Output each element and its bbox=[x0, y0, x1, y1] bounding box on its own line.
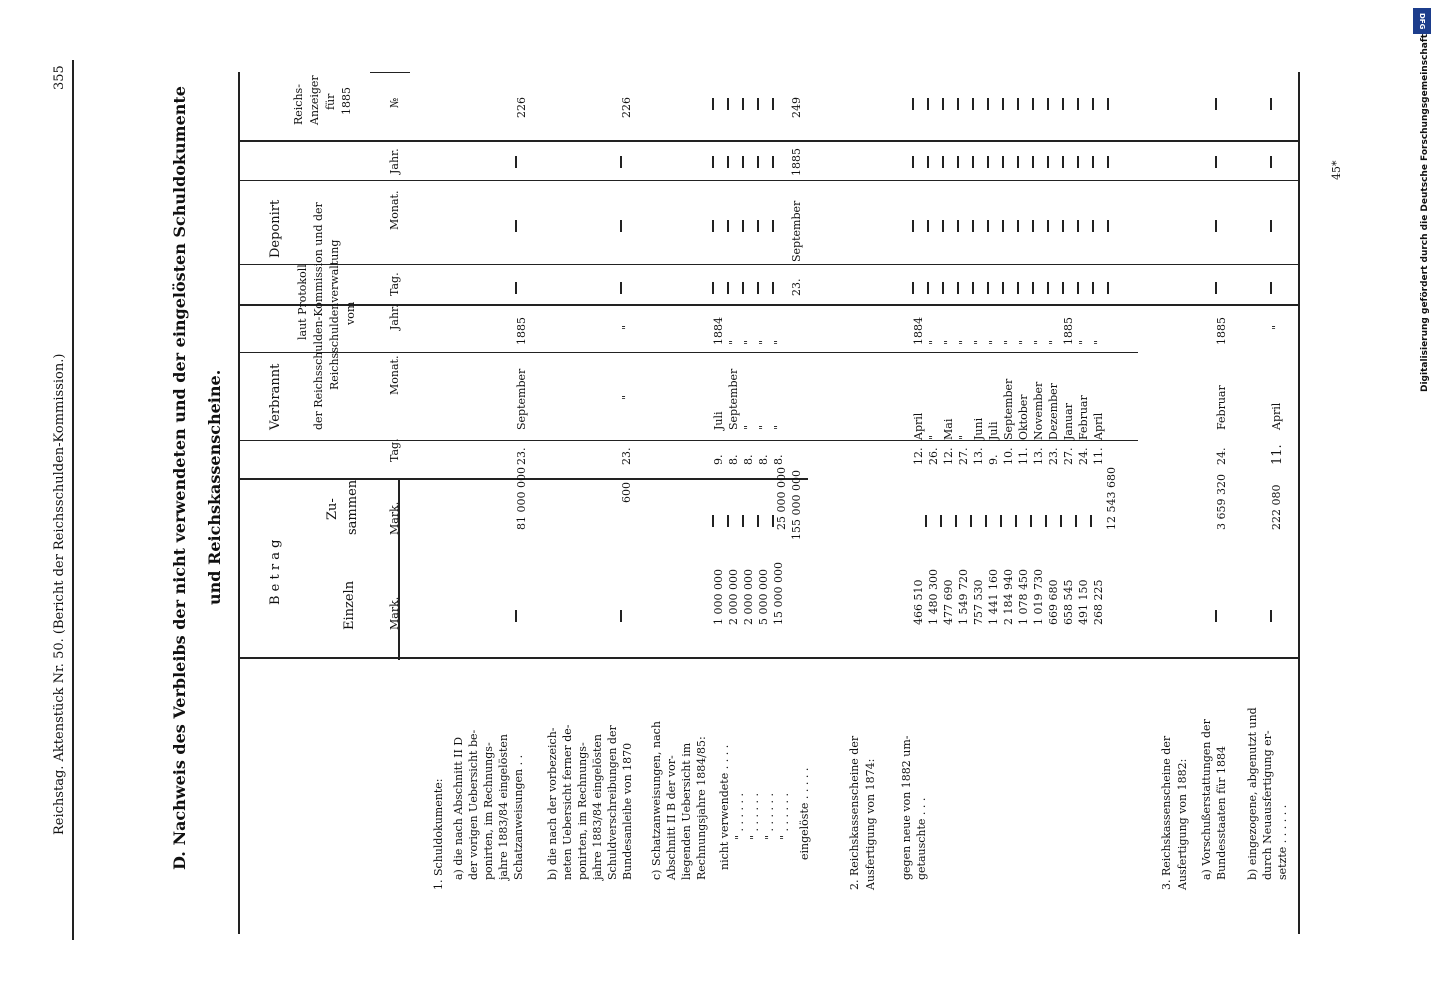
sec3a-text: Bundesstaaten für 1884 bbox=[1215, 745, 1228, 880]
col-verbrannt: Verbrannt bbox=[268, 363, 283, 430]
zusammen-value: 222 080 bbox=[1270, 484, 1283, 530]
verbrannt-tag: 24. bbox=[1215, 447, 1228, 465]
empty-cell-dash bbox=[757, 515, 759, 527]
anzeiger-nr: 226 bbox=[620, 97, 633, 118]
verbrannt-monat: Februar bbox=[1215, 385, 1228, 430]
digitization-note: Digitalisierung gefördert durch die Deutsche Forschungsgemeinschaft bbox=[1420, 33, 1430, 392]
empty-cell-dash bbox=[912, 282, 914, 294]
ditto-row: " . . . . . . bbox=[733, 792, 746, 840]
empty-cell-dash bbox=[772, 282, 774, 294]
empty-cell-dash bbox=[742, 282, 744, 294]
einzeln-value: 1 441 160 bbox=[987, 569, 1000, 625]
empty-cell-dash bbox=[1215, 98, 1217, 110]
empty-cell-dash bbox=[972, 156, 974, 168]
einzeln-value: 1 549 720 bbox=[957, 569, 970, 625]
verbrannt-monat: April bbox=[1092, 412, 1105, 440]
empty-cell-dash bbox=[712, 282, 714, 294]
verbrannt-jahr: " bbox=[957, 339, 970, 345]
col-mark-1: Mark. bbox=[388, 596, 401, 630]
verbrannt-monat: " bbox=[772, 424, 785, 430]
empty-cell-dash bbox=[1032, 220, 1034, 232]
empty-cell-dash bbox=[1077, 156, 1079, 168]
col-protokoll-3: Reichsschuldenverwaltung bbox=[328, 239, 341, 390]
empty-cell-dash bbox=[987, 156, 989, 168]
sec2-text: getauschte . . . bbox=[915, 797, 928, 880]
verbrannt-monat: April bbox=[1270, 402, 1283, 430]
verbrannt-jahr: " bbox=[620, 324, 633, 330]
col-jahr-1: Jahr. bbox=[388, 304, 401, 330]
empty-cell-dash bbox=[987, 98, 989, 110]
empty-cell-dash bbox=[772, 220, 774, 232]
dep-monat-rule bbox=[238, 180, 1298, 181]
zusammen-value: 3 659 320 bbox=[1215, 474, 1228, 530]
empty-cell-dash bbox=[1270, 220, 1272, 232]
empty-cell-dash bbox=[1047, 156, 1049, 168]
verbrannt-jahr: 1884 bbox=[712, 317, 725, 345]
subheader-rule bbox=[370, 72, 410, 73]
sec1b-text: Bundesanleihe von 1870 bbox=[621, 742, 634, 880]
verbrannt-jahr: " bbox=[1002, 339, 1015, 345]
verbrannt-jahr: " bbox=[742, 339, 755, 345]
verbrannt-monat: Oktober bbox=[1017, 394, 1030, 440]
verbrannt-monat: September bbox=[1002, 378, 1015, 440]
empty-cell-dash bbox=[957, 282, 959, 294]
verbrannt-tag: 8. bbox=[772, 454, 785, 465]
verbrannt-monat: Juni bbox=[972, 417, 985, 440]
empty-cell-dash bbox=[1077, 220, 1079, 232]
verbrannt-jahr: " bbox=[987, 339, 1000, 345]
empty-cell-dash bbox=[1107, 156, 1109, 168]
empty-cell-dash bbox=[1092, 98, 1094, 110]
verbrannt-jahr: " bbox=[727, 339, 740, 345]
tag-rule bbox=[238, 440, 1138, 441]
empty-cell-dash bbox=[742, 156, 744, 168]
einzeln-value: 5 000 000 bbox=[757, 569, 770, 625]
verbrannt-monat: Juli bbox=[987, 421, 1000, 440]
empty-cell-dash bbox=[927, 98, 929, 110]
deponirt-jahr: 1885 bbox=[790, 148, 803, 176]
verbrannt-jahr: " bbox=[772, 339, 785, 345]
verbrannt-monat: Dezember bbox=[1047, 383, 1060, 440]
monat-rule bbox=[238, 352, 1138, 353]
verbrannt-tag: 8. bbox=[727, 454, 740, 465]
empty-cell-dash bbox=[1092, 156, 1094, 168]
deponirt-tag: 23. bbox=[790, 278, 803, 296]
sec1c-text: Abschnitt II B der vor- bbox=[665, 755, 678, 880]
empty-cell-dash bbox=[712, 98, 714, 110]
verbrannt-tag: 23. bbox=[515, 447, 528, 465]
sec1b-text: Schuldverschreibungen der bbox=[606, 725, 619, 880]
empty-cell-dash bbox=[1000, 515, 1002, 527]
empty-cell-dash bbox=[1017, 220, 1019, 232]
anzeiger-nr: 249 bbox=[790, 97, 803, 118]
table-title-line1: D. Nachweis des Verbleibs der nicht verwendeten und der eingelösten Schuldokumente bbox=[170, 86, 189, 870]
empty-cell-dash bbox=[927, 220, 929, 232]
empty-cell-dash bbox=[620, 282, 622, 294]
einzeln-value: 477 690 bbox=[942, 579, 955, 625]
verbrannt-tag: 9. bbox=[712, 454, 725, 465]
running-header: Reichstag. Aktenstück Nr. 50. (Bericht der Reichsschulden-Kommission.) bbox=[52, 353, 67, 835]
verbrannt-monat: September bbox=[515, 368, 528, 430]
empty-cell-dash bbox=[1270, 610, 1272, 622]
empty-cell-dash bbox=[712, 515, 714, 527]
empty-cell-dash bbox=[1047, 98, 1049, 110]
empty-cell-dash bbox=[515, 282, 517, 294]
col-protokoll-4: vom bbox=[344, 301, 357, 325]
empty-cell-dash bbox=[942, 282, 944, 294]
empty-cell-dash bbox=[1002, 220, 1004, 232]
empty-cell-dash bbox=[957, 98, 959, 110]
empty-cell-dash bbox=[927, 282, 929, 294]
verbrannt-monat: " bbox=[927, 434, 940, 440]
verbrannt-jahr: " bbox=[1077, 339, 1090, 345]
verbrannt-jahr: 1885 bbox=[515, 317, 528, 345]
bottom-mark: 45* bbox=[1330, 160, 1343, 180]
col-zusammen-2: sammen bbox=[345, 479, 360, 535]
sec1b-text: jahre 1883/84 eingelösten bbox=[591, 734, 604, 880]
col-anzeiger-3: für bbox=[324, 93, 337, 110]
dfg-logo: DFG bbox=[1413, 8, 1431, 34]
empty-cell-dash bbox=[1215, 220, 1217, 232]
sec1a-text: der vorigen Uebersicht be- bbox=[467, 729, 480, 880]
empty-cell-dash bbox=[727, 282, 729, 294]
verbrannt-monat: November bbox=[1032, 381, 1045, 440]
einzeln-value: 1 000 000 bbox=[712, 569, 725, 625]
empty-cell-dash bbox=[1215, 610, 1217, 622]
empty-cell-dash bbox=[620, 220, 622, 232]
sec1c-text: c) Schatzanweisungen, nach bbox=[650, 721, 663, 880]
eingeloeste-label: eingelöste . . . . . bbox=[798, 767, 811, 860]
empty-cell-dash bbox=[1077, 282, 1079, 294]
empty-cell-dash bbox=[742, 220, 744, 232]
verbrannt-jahr: " bbox=[1017, 339, 1030, 345]
table-right-border bbox=[1298, 72, 1300, 934]
empty-cell-dash bbox=[1077, 98, 1079, 110]
empty-cell-dash bbox=[1062, 282, 1064, 294]
verbrannt-jahr: " bbox=[972, 339, 985, 345]
empty-cell-dash bbox=[1270, 98, 1272, 110]
empty-cell-dash bbox=[712, 220, 714, 232]
sec1a-text: jahre 1883/84 eingelösten bbox=[497, 734, 510, 880]
einzeln-value: 2 184 940 bbox=[1002, 569, 1015, 625]
empty-cell-dash bbox=[1107, 98, 1109, 110]
empty-cell-dash bbox=[972, 220, 974, 232]
empty-cell-dash bbox=[1047, 282, 1049, 294]
empty-cell-dash bbox=[940, 515, 942, 527]
sec1-heading: 1. Schuldokumente: bbox=[432, 778, 445, 890]
empty-cell-dash bbox=[727, 98, 729, 110]
empty-cell-dash bbox=[912, 98, 914, 110]
empty-cell-dash bbox=[1075, 515, 1077, 527]
ditto-row: " . . . . . . bbox=[778, 792, 791, 840]
empty-cell-dash bbox=[912, 220, 914, 232]
verbrannt-tag: 11. bbox=[1270, 444, 1285, 465]
empty-cell-dash bbox=[957, 156, 959, 168]
verbrannt-tag: 8. bbox=[757, 454, 770, 465]
sec1b-text: neten Uebersicht ferner de- bbox=[561, 724, 574, 880]
zusammen-value: 25 000 000 bbox=[775, 467, 788, 530]
empty-cell-dash bbox=[925, 515, 927, 527]
zusammen-value: 81 000 000 bbox=[515, 467, 528, 530]
sec1a-text: Schatzanweisungen . . bbox=[512, 754, 525, 880]
header-rule bbox=[72, 60, 74, 940]
sec1a-text: a) die nach Abschnitt II D bbox=[452, 736, 465, 880]
verbrannt-tag: 9. bbox=[987, 454, 1000, 465]
einzeln-value: 15 000 000 bbox=[772, 562, 785, 625]
einzeln-value: 1 480 300 bbox=[927, 569, 940, 625]
verbrannt-jahr: 1885 bbox=[1215, 317, 1228, 345]
einzeln-value: 757 530 bbox=[972, 579, 985, 625]
empty-cell-dash bbox=[985, 515, 987, 527]
empty-cell-dash bbox=[1092, 282, 1094, 294]
col-anzeiger-4: 1885 bbox=[340, 87, 353, 115]
verbrannt-jahr: " bbox=[1270, 324, 1283, 330]
empty-cell-dash bbox=[1270, 282, 1272, 294]
empty-cell-dash bbox=[727, 515, 729, 527]
sec1a-text: ponirten, im Rechnungs- bbox=[482, 742, 495, 880]
einzeln-value: 491 150 bbox=[1077, 579, 1090, 625]
empty-cell-dash bbox=[727, 156, 729, 168]
einzeln-value: 1 078 450 bbox=[1017, 569, 1030, 625]
empty-cell-dash bbox=[987, 220, 989, 232]
col-betrag: B e t r a g bbox=[268, 539, 283, 605]
empty-cell-dash bbox=[757, 282, 759, 294]
ditto-row: " . . . . . . bbox=[748, 792, 761, 840]
einzeln-value: 2 000 000 bbox=[742, 569, 755, 625]
col-tag-2: Tag. bbox=[388, 272, 401, 296]
table-left-border bbox=[238, 72, 240, 934]
verbrannt-monat: April bbox=[912, 412, 925, 440]
empty-cell-dash bbox=[620, 156, 622, 168]
verbrannt-tag: 24. bbox=[1077, 447, 1090, 465]
page-number: 355 bbox=[52, 65, 67, 90]
col-monat-2: Monat. bbox=[388, 190, 401, 230]
dep-tag-rule bbox=[238, 264, 1298, 265]
verbrannt-tag: 12. bbox=[912, 447, 925, 465]
empty-cell-dash bbox=[1032, 156, 1034, 168]
nicht-verwendete: nicht verwendete . . . . bbox=[718, 744, 731, 870]
deponirt-monat: September bbox=[790, 200, 803, 262]
col-monat-1: Monat. bbox=[388, 355, 401, 395]
empty-cell-dash bbox=[620, 610, 622, 622]
empty-cell-dash bbox=[987, 282, 989, 294]
sec2-heading: Ausfertigung von 1874: bbox=[864, 758, 877, 890]
sec3a-text: a) Vorschußerstattungen der bbox=[1200, 719, 1213, 880]
sec3b-text: setzte . . . . . . bbox=[1276, 804, 1289, 880]
empty-cell-dash bbox=[1030, 515, 1032, 527]
verbrannt-monat: Februar bbox=[1077, 395, 1090, 440]
sec3b-text: b) eingezogene, abgenutzt und bbox=[1246, 707, 1259, 880]
empty-cell-dash bbox=[1017, 282, 1019, 294]
anzeiger-nr: 226 bbox=[515, 97, 528, 118]
empty-cell-dash bbox=[772, 98, 774, 110]
empty-cell-dash bbox=[970, 515, 972, 527]
sec2-heading: 2. Reichskassenscheine der bbox=[848, 735, 861, 890]
empty-cell-dash bbox=[942, 220, 944, 232]
verbrannt-jahr: " bbox=[927, 339, 940, 345]
empty-cell-dash bbox=[1002, 98, 1004, 110]
empty-cell-dash bbox=[1215, 282, 1217, 294]
empty-cell-dash bbox=[1107, 220, 1109, 232]
empty-cell-dash bbox=[1032, 282, 1034, 294]
verbrannt-jahr: 1884 bbox=[912, 317, 925, 345]
empty-cell-dash bbox=[942, 156, 944, 168]
empty-cell-dash bbox=[927, 156, 929, 168]
einzeln-value: 268 225 bbox=[1092, 579, 1105, 625]
table-title-line2: und Reichskassenscheine. bbox=[205, 369, 224, 605]
empty-cell-dash bbox=[1032, 98, 1034, 110]
empty-cell-dash bbox=[1215, 156, 1217, 168]
verbrannt-tag: 27. bbox=[1062, 447, 1075, 465]
verbrannt-tag: 23. bbox=[1047, 447, 1060, 465]
verbrannt-jahr: " bbox=[757, 339, 770, 345]
anzeiger-rule bbox=[238, 140, 1298, 142]
ditto-row: " . . . . . . bbox=[763, 792, 776, 840]
empty-cell-dash bbox=[1107, 282, 1109, 294]
verbrannt-tag: 11. bbox=[1017, 447, 1030, 465]
verbrannt-monat: " bbox=[757, 424, 770, 430]
col-deponirt: Deponirt bbox=[268, 199, 283, 258]
empty-cell-dash bbox=[1002, 282, 1004, 294]
sec2-text: gegen neue von 1882 um- bbox=[900, 735, 913, 880]
col-mark-2: Mark. bbox=[388, 501, 401, 535]
verbrannt-jahr: " bbox=[1047, 339, 1060, 345]
sec3-heading: 3. Reichskassenscheine der bbox=[1160, 735, 1173, 890]
empty-cell-dash bbox=[972, 282, 974, 294]
empty-cell-dash bbox=[515, 220, 517, 232]
empty-cell-dash bbox=[757, 98, 759, 110]
verbrannt-jahr: 1885 bbox=[1062, 317, 1075, 345]
sec1b-text: b) die nach der vorbezeich- bbox=[546, 727, 559, 880]
sec3-heading: Ausfertigung von 1882: bbox=[1176, 758, 1189, 890]
empty-cell-dash bbox=[1017, 156, 1019, 168]
sec1b-text: ponirten, im Rechnungs- bbox=[576, 742, 589, 880]
verbrannt-tag: 8. bbox=[742, 454, 755, 465]
empty-cell-dash bbox=[912, 156, 914, 168]
empty-cell-dash bbox=[1017, 98, 1019, 110]
verbrannt-tag: 13. bbox=[972, 447, 985, 465]
empty-cell-dash bbox=[742, 515, 744, 527]
verbrannt-tag: 13. bbox=[1032, 447, 1045, 465]
verbrannt-tag: 11. bbox=[1092, 447, 1105, 465]
empty-cell-dash bbox=[955, 515, 957, 527]
verbrannt-monat: " bbox=[620, 394, 633, 400]
empty-cell-dash bbox=[757, 156, 759, 168]
verbrannt-monat: Juli bbox=[712, 411, 725, 430]
verbrannt-tag: 23. bbox=[620, 447, 633, 465]
empty-cell-dash bbox=[972, 98, 974, 110]
col-anzeiger-1: Reichs- bbox=[292, 84, 305, 125]
empty-cell-dash bbox=[1090, 515, 1092, 527]
empty-cell-dash bbox=[1092, 220, 1094, 232]
zusammen-value: 600 bbox=[620, 482, 633, 503]
verbrannt-monat: September bbox=[727, 368, 740, 430]
empty-cell-dash bbox=[515, 156, 517, 168]
empty-cell-dash bbox=[742, 98, 744, 110]
empty-cell-dash bbox=[712, 156, 714, 168]
empty-cell-dash bbox=[1045, 515, 1047, 527]
verbrannt-jahr: " bbox=[1032, 339, 1045, 345]
sec1c-text: liegenden Uebersicht im bbox=[680, 742, 693, 880]
verbrannt-monat: " bbox=[957, 434, 970, 440]
verbrannt-monat: Januar bbox=[1062, 403, 1075, 440]
verbrannt-tag: 26. bbox=[927, 447, 940, 465]
verbrannt-jahr: " bbox=[942, 339, 955, 345]
empty-cell-dash bbox=[1062, 98, 1064, 110]
empty-cell-dash bbox=[1015, 515, 1017, 527]
einzeln-value: 2 000 000 bbox=[727, 569, 740, 625]
col-anzeiger-5: № bbox=[388, 97, 401, 108]
verbrannt-tag: 12. bbox=[942, 447, 955, 465]
col-protokoll-1: laut Protokoll bbox=[296, 264, 309, 340]
sec1c-text: Rechnungsjahre 1884/85: bbox=[695, 736, 708, 880]
empty-cell-dash bbox=[942, 98, 944, 110]
col-tag-1: Tag. bbox=[388, 438, 401, 462]
verbrannt-tag: 10. bbox=[1002, 447, 1015, 465]
empty-cell-dash bbox=[772, 515, 774, 527]
verbrannt-monat: Mai bbox=[942, 418, 955, 440]
verbrannt-tag: 27. bbox=[957, 447, 970, 465]
empty-cell-dash bbox=[515, 610, 517, 622]
col-zusammen-1: Zu- bbox=[325, 498, 340, 520]
verbrannt-monat: " bbox=[742, 424, 755, 430]
zusammen-value: 155 000 000 bbox=[790, 470, 803, 540]
einzeln-value: 1 019 730 bbox=[1032, 569, 1045, 625]
empty-cell-dash bbox=[957, 220, 959, 232]
empty-cell-dash bbox=[1060, 515, 1062, 527]
empty-cell-dash bbox=[727, 220, 729, 232]
einzeln-value: 466 510 bbox=[912, 579, 925, 625]
einzeln-value: 669 680 bbox=[1047, 579, 1060, 625]
empty-cell-dash bbox=[1002, 156, 1004, 168]
col-jahr-2: Jahr. bbox=[388, 148, 401, 174]
empty-cell-dash bbox=[1047, 220, 1049, 232]
empty-cell-dash bbox=[757, 220, 759, 232]
empty-cell-dash bbox=[1270, 156, 1272, 168]
col-protokoll-2: der Reichsschulden-Kommission und der bbox=[312, 202, 325, 430]
verbrannt-jahr: " bbox=[1092, 339, 1105, 345]
empty-cell-dash bbox=[1062, 156, 1064, 168]
sec3b-text: durch Neuausfertigung er- bbox=[1261, 730, 1274, 880]
empty-cell-dash bbox=[772, 156, 774, 168]
empty-cell-dash bbox=[1062, 220, 1064, 232]
col-anzeiger-2: Anzeiger bbox=[308, 75, 321, 125]
zusammen-value: 12 543 680 bbox=[1105, 467, 1118, 530]
einzeln-value: 658 545 bbox=[1062, 579, 1075, 625]
col-einzeln: Einzeln bbox=[342, 580, 357, 630]
header-bottom-rule bbox=[238, 657, 1298, 659]
